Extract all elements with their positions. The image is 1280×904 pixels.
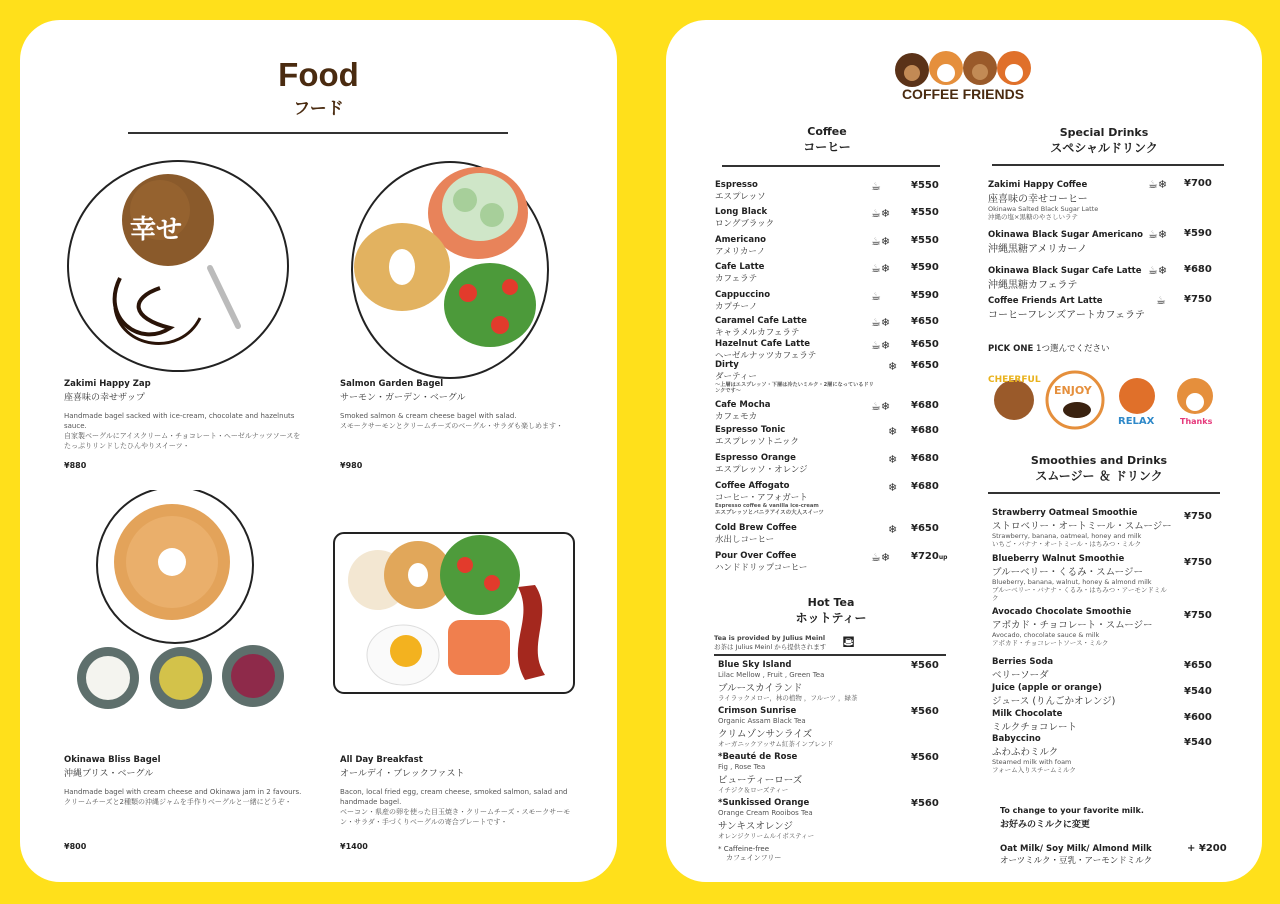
hot-cup-icon: ☕ <box>1156 294 1166 307</box>
tea-item-sub: Orange Cream Rooibos Tea <box>718 809 813 817</box>
food-title: Food <box>278 56 359 93</box>
hot-cup-icon: ☕ <box>871 400 881 413</box>
tea-item <box>718 706 833 748</box>
hot-cup-icon: ☕ <box>871 262 881 275</box>
tea-divider <box>714 654 946 656</box>
special-item-name-jp: 沖縄黒糖カフェラテ <box>988 280 1078 291</box>
coffee-item-name: Cold Brew Coffee <box>715 523 797 533</box>
smoothie-item-name: Babyccino <box>992 734 1041 744</box>
iced-snowflake-icon: ❄ <box>880 339 891 352</box>
food-title-divider <box>128 132 508 134</box>
smoothie-item-price: ¥750 <box>1184 557 1212 568</box>
special-item <box>988 230 1168 255</box>
coffee-section-title <box>722 125 932 155</box>
price-value: ¥680 <box>911 425 939 436</box>
happiness-stamp: 幸せ <box>130 215 183 245</box>
tea-item-sub: Fig , Rose Tea <box>718 763 766 771</box>
drink-temperature-icons <box>871 339 890 352</box>
coffee-item-name-jp: ヘーゼルナッツカフェラテ <box>715 351 817 361</box>
zakimi-happy-zap-illustration <box>60 148 300 388</box>
milk-note-jp: お好みのミルクに変更 <box>1000 820 1090 830</box>
price-value: ¥650 <box>911 316 939 327</box>
iced-snowflake-icon: ❄ <box>880 207 891 220</box>
coffee-item-price <box>911 481 939 492</box>
dish-name-jp: オールデイ・ブレックファスト <box>340 769 465 779</box>
tea-item-name-jp: クリムゾンサンライズ <box>718 729 813 740</box>
dish-name-jp: サーモン・ガーデン・ベーグル <box>340 393 466 403</box>
special-item-price: ¥590 <box>1184 228 1212 239</box>
coffee-title-jp: コーヒー <box>803 140 851 154</box>
milk-options-en: Oat Milk/ Soy Milk/ Almond Milk <box>1000 844 1152 854</box>
tea-item <box>718 752 802 794</box>
tea-title: Hot Tea <box>807 596 855 609</box>
smoothie-item-name: Milk Chocolate <box>992 709 1063 719</box>
coffee-item <box>715 523 797 545</box>
pick-one-text-jp: 1つ選んでください <box>1036 344 1110 354</box>
dish-name-jp: 座喜味の幸せザップ <box>64 393 145 403</box>
drink-temperature-icons <box>888 523 897 536</box>
iced-snowflake-icon: ❄ <box>880 235 891 248</box>
smoothie-item-price: ¥750 <box>1184 511 1212 522</box>
special-divider <box>992 164 1224 166</box>
smoothie-item-price: ¥600 <box>1184 712 1212 723</box>
coffee-item-name-jp: キャラメルカフェラテ <box>715 328 800 338</box>
price-value: ¥590 <box>911 262 939 273</box>
pick-one-label <box>988 342 1109 354</box>
milk-note-en: To change to your favorite milk. <box>1000 806 1144 815</box>
dish-name: Zakimi Happy Zap <box>64 379 151 389</box>
smoothie-item-name-jp: ジュース (りんごかオレンジ) <box>992 696 1116 707</box>
coffee-item-name-jp: アメリカーノ <box>715 247 766 257</box>
dish-name: Salmon Garden Bagel <box>340 379 444 389</box>
hot-cup-icon: ☕ <box>871 180 881 193</box>
smoothie-item-name-jp: ふわふわミルク <box>992 747 1059 758</box>
price-value: ¥650 <box>911 523 939 534</box>
smoothie-item-desc: Steamed milk with foam <box>992 758 1072 766</box>
drink-temperature-icons <box>888 360 897 373</box>
special-title-jp: スペシャルドリンク <box>1050 141 1158 155</box>
iced-snowflake-icon: ❄ <box>880 551 891 564</box>
iced-snowflake-icon: ❄ <box>1157 228 1168 241</box>
tea-item-price: ¥560 <box>911 798 939 809</box>
smoothie-item-name-jp: アボカド・チョコレート・スムージー <box>992 620 1153 631</box>
dish-description: Handmade bagel sacked with ice-cream, chocolate and hazelnuts sauce. <box>64 412 295 430</box>
coffee-item-name: Cafe Mocha <box>715 400 771 410</box>
tea-item <box>718 798 814 840</box>
smoothie-item-desc: Blueberry, banana, walnut, honey & almond milk <box>992 578 1152 586</box>
coffee-item <box>715 207 774 229</box>
smoothie-item-desc-jp: ブルーベリー・バナナ・くるみ・はちみつ・アーモンドミルク <box>992 586 1167 602</box>
coffee-item <box>715 481 875 517</box>
coffee-item-price <box>911 180 939 191</box>
dish-description-jp: 自家製ベーグルにアイスクリーム・チョコレート・ヘーゼルナッツソースをたっぷりリンドしたひんやりスイーツ・ <box>64 432 301 450</box>
special-item <box>988 296 1168 321</box>
special-item-name: Zakimi Happy Coffee <box>988 180 1088 190</box>
coffee-item-name: Espresso Tonic <box>715 425 786 435</box>
smoothies-divider <box>988 492 1220 494</box>
dish-name: Okinawa Bliss Bagel <box>64 755 161 765</box>
drink-temperature-icons <box>871 551 890 564</box>
food-subtitle: フード <box>293 99 344 119</box>
coffee-item <box>715 551 807 573</box>
coffee-item-name: Espresso <box>715 180 758 190</box>
coffee-divider <box>722 165 940 167</box>
coffee-item-note-jp: エスプレッソとバニラアイスの大人スイーツ <box>715 510 824 516</box>
smoothie-item-name-jp: ブルーベリー・くるみ・スムージー <box>992 567 1143 578</box>
tea-item-sub-jp: イチジク＆ローズティー <box>718 786 789 794</box>
price-value: ¥550 <box>911 235 939 246</box>
smoothie-item-name: Juice (apple or orange) <box>992 683 1102 693</box>
iced-snowflake-icon: ❄ <box>888 425 898 438</box>
coffee-item-price <box>911 207 939 218</box>
coffee-item-name: Pour Over Coffee <box>715 551 797 561</box>
tea-item <box>718 660 857 702</box>
dish-name: All Day Breakfast <box>340 755 423 765</box>
special-item-price: ¥700 <box>1184 178 1212 189</box>
coffee-item-price <box>911 453 939 464</box>
coffee-item-name-jp: コーヒー・アフォガート <box>715 493 808 503</box>
drinks-page <box>666 20 1262 882</box>
hot-cup-icon: ☕ <box>871 235 881 248</box>
coffee-item-name: Caramel Cafe Latte <box>715 316 807 326</box>
iced-snowflake-icon: ❄ <box>880 316 891 329</box>
milk-change-note <box>1000 806 1144 830</box>
hot-cup-icon: ☕ <box>871 207 881 220</box>
price-value: ¥680 <box>911 453 939 464</box>
coffee-item <box>715 360 875 394</box>
coffee-item-name: Cafe Latte <box>715 262 765 272</box>
price-value: ¥550 <box>911 180 939 191</box>
hot-cup-icon: ☕ <box>871 339 881 352</box>
tea-item-name-jp: ビューティーローズ <box>718 775 803 786</box>
dish-price: ¥880 <box>64 461 87 470</box>
coffee-item-name: Cappuccino <box>715 290 771 300</box>
coffee-friends-logo-dogs <box>892 46 1034 90</box>
tea-item-sub: Organic Assam Black Tea <box>718 717 806 725</box>
drink-temperature-icons <box>1148 228 1167 241</box>
coffee-item-name: Dirty <box>715 360 739 370</box>
sticker-enjoy: ENJOY <box>1054 384 1092 397</box>
all-day-breakfast-illustration <box>330 525 580 705</box>
price-value: ¥680 <box>911 400 939 411</box>
special-item-name: Okinawa Black Sugar Americano <box>988 230 1144 240</box>
latte-art-stickers <box>982 366 1232 430</box>
smoothies-section-title <box>996 454 1202 484</box>
coffee-item <box>715 262 764 284</box>
coffee-item-name-jp: カプチーノ <box>715 302 758 312</box>
special-title: Special Drinks <box>1059 126 1149 139</box>
smoothie-item-desc: Avocado, chocolate sauce & milk <box>992 631 1100 639</box>
drink-temperature-icons <box>871 400 890 413</box>
price-value: ¥650 <box>911 339 939 350</box>
coffee-item-price <box>911 235 939 246</box>
iced-snowflake-icon: ❄ <box>888 481 898 494</box>
milk-price: + ¥200 <box>1187 843 1227 854</box>
iced-snowflake-icon: ❄ <box>880 262 891 275</box>
dish-description: Bacon, local fried egg, cream cheese, smoked salmon, salad and handmade bagel. <box>340 788 568 806</box>
tea-item-name: *Beauté de Rose <box>718 752 798 762</box>
coffee-item-price <box>911 316 939 327</box>
iced-snowflake-icon: ❄ <box>1157 178 1168 191</box>
tea-provider <box>714 634 826 651</box>
coffee-item-name-jp: ハンドドリップコーヒー <box>715 563 808 573</box>
smoothie-item-name-jp: ミルクチョコレート <box>992 722 1078 733</box>
coffee-item-note: 〜上層はエスプレッソ・下層は冷たいミルク・2層になっているドリンクです〜 <box>715 382 874 394</box>
tea-item-name: *Sunkissed Orange <box>718 798 810 808</box>
special-item-name-jp: 沖縄黒糖アメリカーノ <box>988 244 1088 255</box>
iced-snowflake-icon: ❄ <box>888 523 898 536</box>
tea-item-name-jp: ブルースカイランド <box>718 683 803 694</box>
tea-item-name-jp: サンキスオレンジ <box>718 821 793 832</box>
special-item-name: Coffee Friends Art Latte <box>988 296 1103 306</box>
coffee-item-price <box>911 339 939 350</box>
coffee-item <box>715 339 816 361</box>
coffee-item-name-jp: エスプレッソ <box>715 192 766 202</box>
coffee-item-price <box>911 262 939 273</box>
price-value: ¥680 <box>911 481 939 492</box>
coffee-item-name-jp: 水出しコーヒー <box>715 535 775 545</box>
special-item-name: Okinawa Black Sugar Cafe Latte <box>988 266 1142 276</box>
smoothie-item-price: ¥540 <box>1184 686 1212 697</box>
coffee-item-name: Coffee Affogato <box>715 481 790 491</box>
caffeine-free-note <box>718 845 781 863</box>
price-value: ¥590 <box>911 290 939 301</box>
tea-item-sub: Lilac Mellow , Fruit , Green Tea <box>718 671 825 679</box>
special-item-name-jp: 座喜味の幸せコーヒー <box>988 194 1088 205</box>
special-item <box>988 266 1168 291</box>
brand-name: COFFEE FRIENDS <box>901 86 1025 102</box>
coffee-item-name-jp: カフェモカ <box>715 412 758 422</box>
hot-cup-icon: ☕ <box>871 316 881 329</box>
dish-price: ¥1400 <box>340 842 368 851</box>
dish-description: Smoked salmon & cream cheese bagel with salad. <box>340 412 517 420</box>
drink-temperature-icons <box>888 481 897 494</box>
tea-item-name: Blue Sky Island <box>718 660 792 670</box>
drink-temperature-icons <box>871 290 881 303</box>
tea-provider-en: Tea is provided by Julius Meinl <box>714 634 826 642</box>
drink-temperature-icons <box>871 262 890 275</box>
dish-salmon-garden-bagel <box>340 379 580 431</box>
smoothie-item-name: Blueberry Walnut Smoothie <box>992 554 1125 564</box>
coffee-item-price <box>911 551 947 562</box>
tea-item-price: ¥560 <box>911 706 939 717</box>
coffee-item-price <box>911 400 939 411</box>
caffeine-free-en: * Caffeine-free <box>718 845 770 853</box>
drink-temperature-icons <box>888 425 897 438</box>
coffee-item <box>715 180 766 202</box>
food-page <box>20 20 617 882</box>
dish-name-jp: 沖縄ブリス・ベーグル <box>64 769 154 779</box>
iced-snowflake-icon: ❄ <box>880 400 891 413</box>
coffee-item <box>715 400 771 422</box>
dish-description-jp: クリームチーズと2種類の沖縄ジャムを手作りベーグルと一緒にどうぞ・ <box>64 798 292 806</box>
smoothie-item-price: ¥750 <box>1184 610 1212 621</box>
drink-temperature-icons <box>1148 264 1167 277</box>
drink-temperature-icons <box>871 207 890 220</box>
smoothie-item-name: Strawberry Oatmeal Smoothie <box>992 508 1138 518</box>
coffee-item-note: Espresso coffee & vanilla ice-cream <box>715 503 819 509</box>
coffee-item-name-jp: ロングブラック <box>715 219 775 229</box>
coffee-item-name: Long Black <box>715 207 768 217</box>
smoothie-item-price: ¥540 <box>1184 737 1212 748</box>
dish-description: Handmade bagel with cream cheese and Okinawa jam in 2 favours. <box>64 788 302 796</box>
smoothie-item <box>992 607 1172 647</box>
price-value: ¥720 <box>911 551 939 562</box>
coffee-item-name: Americano <box>715 235 766 245</box>
hot-cup-icon: ☕ <box>1148 264 1158 277</box>
dish-price: ¥980 <box>340 461 363 470</box>
coffee-item-price <box>911 290 939 301</box>
smoothie-item-name-jp: ストロベリー・オートミール・スムージー <box>992 521 1172 532</box>
smoothie-item-name-jp: ベリーソーダ <box>992 670 1049 681</box>
tea-provider-jp: お茶は Julius Meinl から提供されます <box>714 643 827 651</box>
smoothie-item <box>992 508 1172 548</box>
dish-all-day-breakfast <box>340 755 580 827</box>
milk-options-jp: オーツミルク・豆乳・アーモンドミルク <box>1000 856 1153 866</box>
dish-description-jp: ベーコン・県産の卵を使った目玉焼き・クリームチーズ・スモークサーモン・サラダ・手づくりベーグルの寄合プレートです・ <box>340 808 571 826</box>
smoothie-item-desc-jp: フォーム入りスチームミルク <box>992 766 1076 774</box>
coffee-item <box>715 235 766 257</box>
special-item-name-jp: コーヒーフレンズアートカフェラテ <box>988 310 1146 321</box>
coffee-item-name-jp: ダーティー <box>715 372 757 382</box>
special-item-price: ¥750 <box>1184 294 1212 305</box>
iced-snowflake-icon: ❄ <box>1157 264 1168 277</box>
drink-temperature-icons <box>871 316 890 329</box>
hot-cup-icon: ☕ <box>1148 228 1158 241</box>
coffee-item-name-jp: エスプレッソ・オレンジ <box>715 465 808 475</box>
salmon-garden-bagel-illustration <box>350 155 560 385</box>
tea-item-sub-jp: ライラックメロー，林の植物 ，フルーツ ，緑茶 <box>718 694 858 702</box>
coffee-item-name: Espresso Orange <box>715 453 796 463</box>
coffee-item <box>715 425 799 447</box>
special-item-desc-jp: 沖縄の塩×黒糖のやさしいラテ <box>988 213 1078 221</box>
tea-section-title <box>776 596 886 626</box>
smoothie-item-name: Berries Soda <box>992 657 1054 667</box>
hot-cup-icon: ☕ <box>1148 178 1158 191</box>
dish-price: ¥800 <box>64 842 87 851</box>
price-value: ¥650 <box>911 360 939 371</box>
price-suffix: up <box>938 554 948 561</box>
sticker-relax: RELAX <box>1118 416 1155 427</box>
coffee-item <box>715 290 770 312</box>
coffee-item-name-jp: エスプレッソトニック <box>715 437 799 447</box>
dish-description-jp: スモークサーモンとクリームチーズのベーグル・サラダも楽しめます・ <box>340 422 563 430</box>
coffee-item-price <box>911 523 939 534</box>
iced-snowflake-icon: ❄ <box>888 453 898 466</box>
smoothies-title: Smoothies and Drinks <box>1030 454 1168 467</box>
smoothie-item <box>992 657 1053 681</box>
sticker-cheerful: CHEERFUL <box>988 375 1041 385</box>
teapot-icon: ⛾ <box>842 632 856 651</box>
drink-temperature-icons <box>871 235 890 248</box>
smoothie-item-desc-jp: アボカド・チョコレートソース・ミルク <box>992 639 1109 647</box>
drink-temperature-icons <box>871 180 881 193</box>
dish-zakimi-happy-zap <box>64 379 304 451</box>
drink-temperature-icons <box>1148 178 1167 191</box>
price-value: ¥550 <box>911 207 939 218</box>
dish-okinawa-bliss-bagel <box>64 755 304 807</box>
hot-cup-icon: ☕ <box>871 551 881 564</box>
coffee-item-name: Hazelnut Cafe Latte <box>715 339 811 349</box>
coffee-title: Coffee <box>807 125 847 138</box>
smoothie-item <box>992 734 1172 774</box>
smoothie-item-desc: Strawberry, banana, oatmeal, honey and milk <box>992 532 1142 540</box>
special-item-price: ¥680 <box>1184 264 1212 275</box>
tea-item-price: ¥560 <box>911 752 939 763</box>
okinawa-bliss-bagel-illustration <box>70 490 300 715</box>
coffee-item <box>715 453 808 475</box>
iced-snowflake-icon: ❄ <box>888 360 898 373</box>
hot-cup-icon: ☕ <box>871 290 881 303</box>
coffee-item <box>715 316 807 338</box>
special-section-title <box>994 126 1214 156</box>
smoothie-item <box>992 709 1077 733</box>
sticker-thanks: Thanks <box>1180 417 1213 426</box>
special-item <box>988 180 1168 221</box>
tea-item-sub-jp: オレンジクリームルイボスティー <box>718 832 815 840</box>
tea-item-sub-jp: オーガニックアッサム紅茶インブレンド <box>718 740 834 748</box>
tea-item-price: ¥560 <box>911 660 939 671</box>
smoothies-title-jp: スムージー ＆ ドリンク <box>1035 469 1163 483</box>
tea-item-name: Crimson Sunrise <box>718 706 797 716</box>
drink-temperature-icons <box>888 453 897 466</box>
smoothie-item-name: Avocado Chocolate Smoothie <box>992 607 1132 617</box>
drink-temperature-icons <box>1156 294 1166 307</box>
smoothie-item <box>992 683 1115 707</box>
smoothie-item-desc-jp: いちご・バナナ・オートミール・はちみつ・ミルク <box>992 540 1142 548</box>
pick-one-text: PICK ONE <box>988 344 1034 354</box>
tea-title-jp: ホットティー <box>795 611 867 625</box>
milk-options <box>1000 844 1152 866</box>
coffee-item-price <box>911 360 939 371</box>
special-item-desc: Okinawa Salted Black Sugar Latte <box>988 205 1099 213</box>
smoothie-item <box>992 554 1172 602</box>
caffeine-free-jp: カフェインフリー <box>726 854 782 862</box>
coffee-item-price <box>911 425 939 436</box>
coffee-item-name-jp: カフェラテ <box>715 274 758 284</box>
smoothie-item-price: ¥650 <box>1184 660 1212 671</box>
